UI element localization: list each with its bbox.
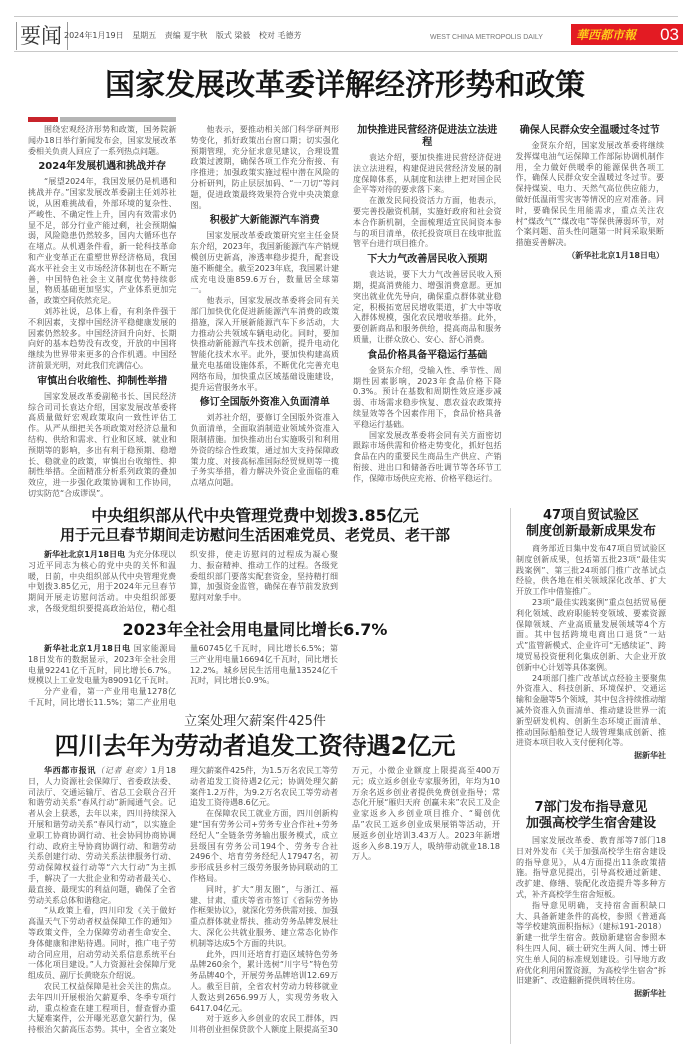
section-heading: 下大力气改善居民收入预期 <box>367 254 488 266</box>
issue-date: 2024年1月19日 <box>64 31 124 40</box>
wages-paragraph: 此外，四川还培育打造区域特色劳务品牌260余个，累计选树“川字号”特色劳务品牌40个，开展劳务品牌培训12.69万人。截至目前，全省农村劳动力转移就业人数达到2656.99万人，实现劳务收入6417.04亿元。 <box>190 949 338 1013</box>
party-fee-text: 为充分体现以习近平同志为核心的党中央的关怀和温暖，日前，中央组织部从代中央管理党费中划拨3.85亿元，用于2024年元旦春节期间开展走访慰问活动。中央组织部要求，各级党组织要提高政治站位，精心组织安排，使走访慰问的过程成为凝心聚力、振奋精神、推动工作的过程。各级党委组织部门要落实配套资金，坚持精打细算，加强资金监管，确保在春节前发放到慰问对象手中。 <box>28 550 338 613</box>
party-fee-headline-2: 用于元旦春节期间走访慰问生活困难党员、老党员、老干部 <box>59 526 450 544</box>
news-source: 华西都市报讯 <box>44 766 97 775</box>
paragraph: 国家发展改革委将会同有关方面密切跟踪市场供需和价格走势变化，抓好包括食品在内的重要民生商品生产供应、产销衔接、进出口和储备吞吐调节等各环节工作，保障市场供应充裕、价格平稳运行。 <box>353 430 502 483</box>
dorm-body <box>516 836 666 1000</box>
electricity-text: 国家能源局18日发布的数据显示，2023年全社会用电量92241亿千瓦时，同比增长6.7%。规模以上工业发电量为89091亿千瓦时。 <box>28 644 177 686</box>
dorm-paragraph: 国家发展改革委、教育部等7部门18日对外发布《关于加强高校学生宿舍建设的指导意见》，从4方面提出11条政策措施。指导意见提出，引导高校通过新建、改扩建、修缮、装配化改造提升等多种方式，补齐高校学生宿舍短板。 <box>516 836 666 899</box>
reporter-credit: （记者 赵奕） <box>96 766 152 775</box>
paragraph: 刘苏社说，总体上看，有利条件强于不利因素，支撑中国经济平稳健康发展的因素仍然较多。中国经济回升向好、长期向好的基本趋势没有改变，开放的中国将继续为世界带来更多的合作机遇。中国经济前景光明，对此我们充满信心。 <box>28 306 177 370</box>
page-number: 03 <box>660 24 679 44</box>
section-heading: 加快推进民营经济促进法立法进程 <box>357 125 498 148</box>
proofread-credit: 校对 毛德芳 <box>258 31 302 40</box>
lead-body <box>28 125 664 501</box>
paragraph: 在激发民间投资活力方面，他表示，要完善投融资机制，实施好政府和社会资本合作新机制，全面梳理适宜民间资本参与的项目清单，依托投资项目在线审批监管平台进行项目推介。 <box>353 196 502 249</box>
wages-headline: 四川去年为劳动者追发工资待遇2亿元 <box>54 732 456 760</box>
paragraph: 他表示，国家发展改革委将会同有关部门加快优化促进新能源汽车消费的政策措施，深入开展新能源汽车下乡活动，大力推动公共领域车辆电动化。同时，要加快推动新能源汽车技术创新，提升电动化智能化技术水平。此外，要加快构建高质量充电基础设施体系，不断优化完善充电网络布局，加快重点区域基础设施建设，提升运营服务水平。 <box>190 296 339 392</box>
section-heading: 修订全国版外资准入负面清单 <box>199 397 330 409</box>
ftz-paragraph: 商务部近日集中发布47项自贸试验区制度创新成果，包括第五批23项“最佳实践案例”、第三批24项部门推广改革试点经验，供各地在相关领域深化改革、扩大开放工作中借鉴推广。 <box>516 544 666 597</box>
wages-paragraph <box>28 766 176 906</box>
paragraph: 国家发展改革委副秘书长、国民经济综合司司长袁达介绍，国家发展改革委将高质量做好宏观政策取向一致性评估工作。从严从细把关各项政策对经济总量和结构、供给和需求、行业和区域、就业和预期等的影响，多出有利于稳预期、稳增长、稳就业的政策，审慎出台收缩性、抑制性举措。全面精准分析系列政策的叠加效应，进一步强化政策协调和工作协同，切实防范“合成谬误”。 <box>28 391 177 498</box>
news-source: 新华社北京1月18日电 <box>44 644 131 653</box>
party-fee-headline-1: 中央组织部从代中央管理党费中划拨3.85亿元 <box>91 506 419 525</box>
lead-intro: 围绕宏观经济形势和政策，国务院新闻办18日举行新闻发布会，国家发展改革委相关负责人回应了一系列热点问题。 <box>28 125 177 156</box>
dorm-paragraph: 指导意见明确，支持宿舍面积缺口大、具备新建条件的高校，参照《普通高等学校建筑面积指标》（建标191-2018）新建一批学生宿舍。鼓励新建宿舍参照本科生四人间、硕士研究生两人间、博士研究生单人间的标准规划建设。引导地方政府优化利用闲置资源，为高校学生宿舍“拆旧建新”、改造翻新提供周转住房。 <box>516 900 666 986</box>
electricity-headline: 2023年全社会用电量同比增长6.7% <box>122 620 388 639</box>
ftz-credit: 据新华社 <box>634 751 666 761</box>
layout-credit: 版式 梁毅 <box>215 31 251 40</box>
header-meta <box>64 31 307 41</box>
ftz-paragraph: 23项“最佳实践案例”重点包括贸易便利化领域、政府职能转变领域、要素资源保障领域、产业高质量发展领域等4个方面。其中包括跨境电商出口退货“一站式”监管新模式、企业许可“无感续证”、跨境贸易投资便利化集成创新、大企业开放创新中心计划等具体案例。 <box>516 597 666 672</box>
ftz-headline <box>516 508 666 540</box>
dorm-headline <box>516 800 666 832</box>
paper-name-english: WEST CHINA METROPOLIS DAILY <box>430 34 543 41</box>
accent-bar-red <box>28 117 58 122</box>
paragraph: 国家发展改革委政策研究室主任金贤东介绍，2023年，我国新能源汽车产销规模创历史新高，渗透率稳步提升，配套设施不断健全。截至2023年底，我国累计建成充电设施859.6万台，数量居全球第一。 <box>190 231 339 295</box>
ftz-headline-1: 47项自贸试验区 <box>542 508 640 523</box>
paragraph: 金贤东介绍，受输入性、季节性、周期性因素影响，2023年食品价格下降0.3%。预计在基数和周期性效应逐步减弱、市场需求稳步恢复、惠农益农政策持续显效等各个因素作用下，食品价格具备平稳运行基础。 <box>353 365 502 429</box>
dorm-headline-2: 加强高校学生宿舍建设 <box>525 816 656 831</box>
paragraph: 袁达介绍，要加快推进民营经济促进法立法进程，构建促进民营经济发展的制度保障体系，从制度和法律上把对国企民企平等对待的要求落下来。 <box>353 153 502 195</box>
wages-paragraph: 农民工权益保障是社会关注的焦点。去年四川开展根治欠薪夏季、冬季专项行动，重点检查在建工程项目，督查督办重大疑难案件，公开曝光恶意欠薪行为，保持根治欠薪高压态势。其中，全省立案处理欠薪案件425件，为1.5万名农民工等劳动者追发工资待遇2亿元；协调处理欠薪案件1.2万件，为9.2万名农民工等劳动者追发工资待遇8.6亿元。 <box>28 766 338 1035</box>
section-heading: 食品价格具备平稳运行基础 <box>367 349 488 361</box>
column-divider <box>510 508 511 1044</box>
ftz-paragraph: 24项部门推广改革试点经验主要聚焦外资准入、科技创新、环境保护、交通运输和金融等5个领域，其中包含持续推动缩减外资准入负面清单、推动建设世界一流新型研发机构、创新生态环境正面清单、推动国际船舶登记人级管理集成创新、推进资本项目收入支付便利化等。 <box>516 673 666 748</box>
electricity-body <box>28 644 500 710</box>
paragraph: 刘苏社介绍，要修订全国版外资准入负面清单，全面取消制造业领域外资准入限制措施。加快推动出台实施吸引和利用外资的综合性政策，通过加大支持保障政策力度、对接高标准国际经贸规则等一揽子务实举措，着力解决外资企业面临的难点堵点问题。 <box>190 413 339 488</box>
header-rule <box>14 51 678 52</box>
section-label: 要闻 <box>16 22 68 50</box>
wages-text: 1月18日，人力资源社会保障厅、省委政法委、司法厅、交通运输厅、省总工会联合召开和谐劳动关系“春风行动”新闻通气会。记者从会上获悉，去年以来，四川持续深入开展和谐劳动关系“春风行动”，以实施企业职工协商协调行动、社会协同协商协调行动、政府主导协商协调行动、和谐劳动关系创建行动、劳动关系法律服务行动、劳动保障权益行动等“六大行动”为主抓手，解决了一大批企业和劳动者最关心、最直接、最现实的利益问题，确保了全省劳动关系总体和谐稳定。 <box>28 766 177 905</box>
wages-paragraph: 在保障农民工就业方面，四川创新构建“国有劳务公司+劳务专业合作社+劳务经纪人”全链条劳务输出服务模式，成立县级国有劳务公司194个、劳务专合社2496个、培育劳务经纪人17947名，初步形成县乡村三级劳务服务协同联动的工作格局。 <box>190 809 338 883</box>
paragraph: 金贤东介绍，国家发展改革委将继续发挥煤电油气运保障工作部际协调机制作用，全力做好供暖季的能源保供各项工作，确保人民群众安全温暖过冬过节。要保持煤炭、电力、天然气高位供应能力，做好低温雨雪灾害等情况的应对准备。同时，要确保民生用能需求，重点关注农村“煤改气”“煤改电”等保供薄弱环节，对个案问题、苗头性问题第一时间采取果断措施妥善解决。 <box>515 141 664 248</box>
paragraph: 袁达说，要下大力气改善居民收入预期，提高消费能力、增强消费意愿。更加突出就业优先导向，确保重点群体就业稳定，积极拓宽居民增收渠道，扩大中等收入群体规模，强化农民增收举措。此外，要创新商品和服务供给，提高商品和服务质量，让群众放心、安心、舒心消费。 <box>353 270 502 344</box>
wages-paragraph: “从政策上看，四川印发《关于做好高温天气下劳动者权益保障工作的通知》等政策文件，全力保障劳动者生命安全、身体健康和津贴待遇。同时，推广电子劳动合同应用，启动劳动关系信息系统平台一体化项目建设。”人力资源社会保障厅党组成员、副厅长黄晓东介绍说。 <box>28 906 176 981</box>
issue-weekday: 星期五 <box>132 31 157 40</box>
editor-credit: 责编 夏宇秋 <box>164 31 208 40</box>
section-heading: 2024年发展机遇和挑战并存 <box>38 161 167 173</box>
ftz-body <box>516 544 666 762</box>
paper-logo <box>571 24 683 45</box>
ftz-headline-2: 制度创新最新成果发布 <box>525 524 656 539</box>
wages-body <box>28 766 500 1046</box>
dateline: （新华社北京1月18日电） <box>567 250 664 260</box>
paragraph: 他表示，要推动相关部门科学研判形势变化，抓好政策出台窗口期；切实强化预期管理，充分征求意见建议，合理设置政策过渡期，确保各项工作充分衔接、有序推进；加强政策实施过程中潜在风险的分析研判，防止层层加码、“一刀切”等问题，促进政策最终效果符合党中央决策意图。 <box>190 125 339 210</box>
wages-paragraph: 对于返乡入乡创业的农民工群体，四川将创业担保贷款个人额度上限提高至30万元，小微企业额度上限提高至400万元；成立返乡创业专家服务团，年均为10万余名返乡创业者提供免费创业指导；常态化开展“雁归天府 创赢未来”农民工及企业家返乡入乡创业项目推介、“蜀创优品”农民工返乡创业成果展销等活动，开展返乡创业培训3.43万人。2023年新增返乡入乡8.19万人，吸纳带动就业18.18万人。 <box>190 766 500 1035</box>
accent-bar-gray <box>60 117 176 122</box>
wages-paragraph: 同时，扩大“朋友圈”，与浙江、福建、甘肃、重庆等省市签订《省际劳务协作框架协议》，就深化劳务供需对接、加强重点群体就业帮扶、推动劳务品牌发展壮大、深化公共就业服务、建立常态化协作机制等达成5个方面的共识。 <box>190 884 338 948</box>
top-rule <box>14 16 678 17</box>
paper-name-chinese: 華西都市報 <box>576 28 637 42</box>
dorm-headline-1: 7部门发布指导意见 <box>534 800 648 815</box>
section-heading: 审慎出台收缩性、抑制性举措 <box>37 375 168 387</box>
electricity-paragraph <box>28 644 176 687</box>
party-fee-body <box>28 550 500 616</box>
electricity-paragraph-2: 分产业看，第一产业用电量1278亿千瓦时，同比增长11.5%；第二产业用电量60745亿千瓦时，同比增长6.5%；第三产业用电量16694亿千瓦时，同比增长12.2%。城乡居民生活用电量13524亿千瓦时，同比增长0.9%。 <box>28 644 338 707</box>
wages-kicker: 立案处理欠薪案件425件 <box>184 714 326 729</box>
party-fee-paragraph <box>28 550 338 616</box>
section-heading: 确保人民群众安全温暖过冬过节 <box>519 125 660 136</box>
paragraph: “展望2024年，我国发展仍是机遇和挑战并存。”国家发展改革委副主任刘苏社说，从困难挑战看，外部环境的复杂性、严峻性、不确定性上升，国内有效需求仍显不足，部分行业产能过剩，社会预期偏弱，风险隐患仍然较多，国内大循环也存在堵点。从机遇条件看，新一轮科技革命和产业变革正在重塑世界经济格局，我国高水平社会主义市场经济体制也在不断完善，中国特色社会主义制度优势持续彰显，物质基础更加坚实，产业体系更加完备，政策空间依然充足。 <box>28 177 177 306</box>
lead-headline: 国家发展改革委详解经济形势和政策 <box>105 68 585 103</box>
section-heading: 积极扩大新能源汽车消费 <box>209 215 320 227</box>
news-source: 新华社北京1月18日电 <box>44 550 126 559</box>
dorm-credit: 据新华社 <box>634 989 666 999</box>
